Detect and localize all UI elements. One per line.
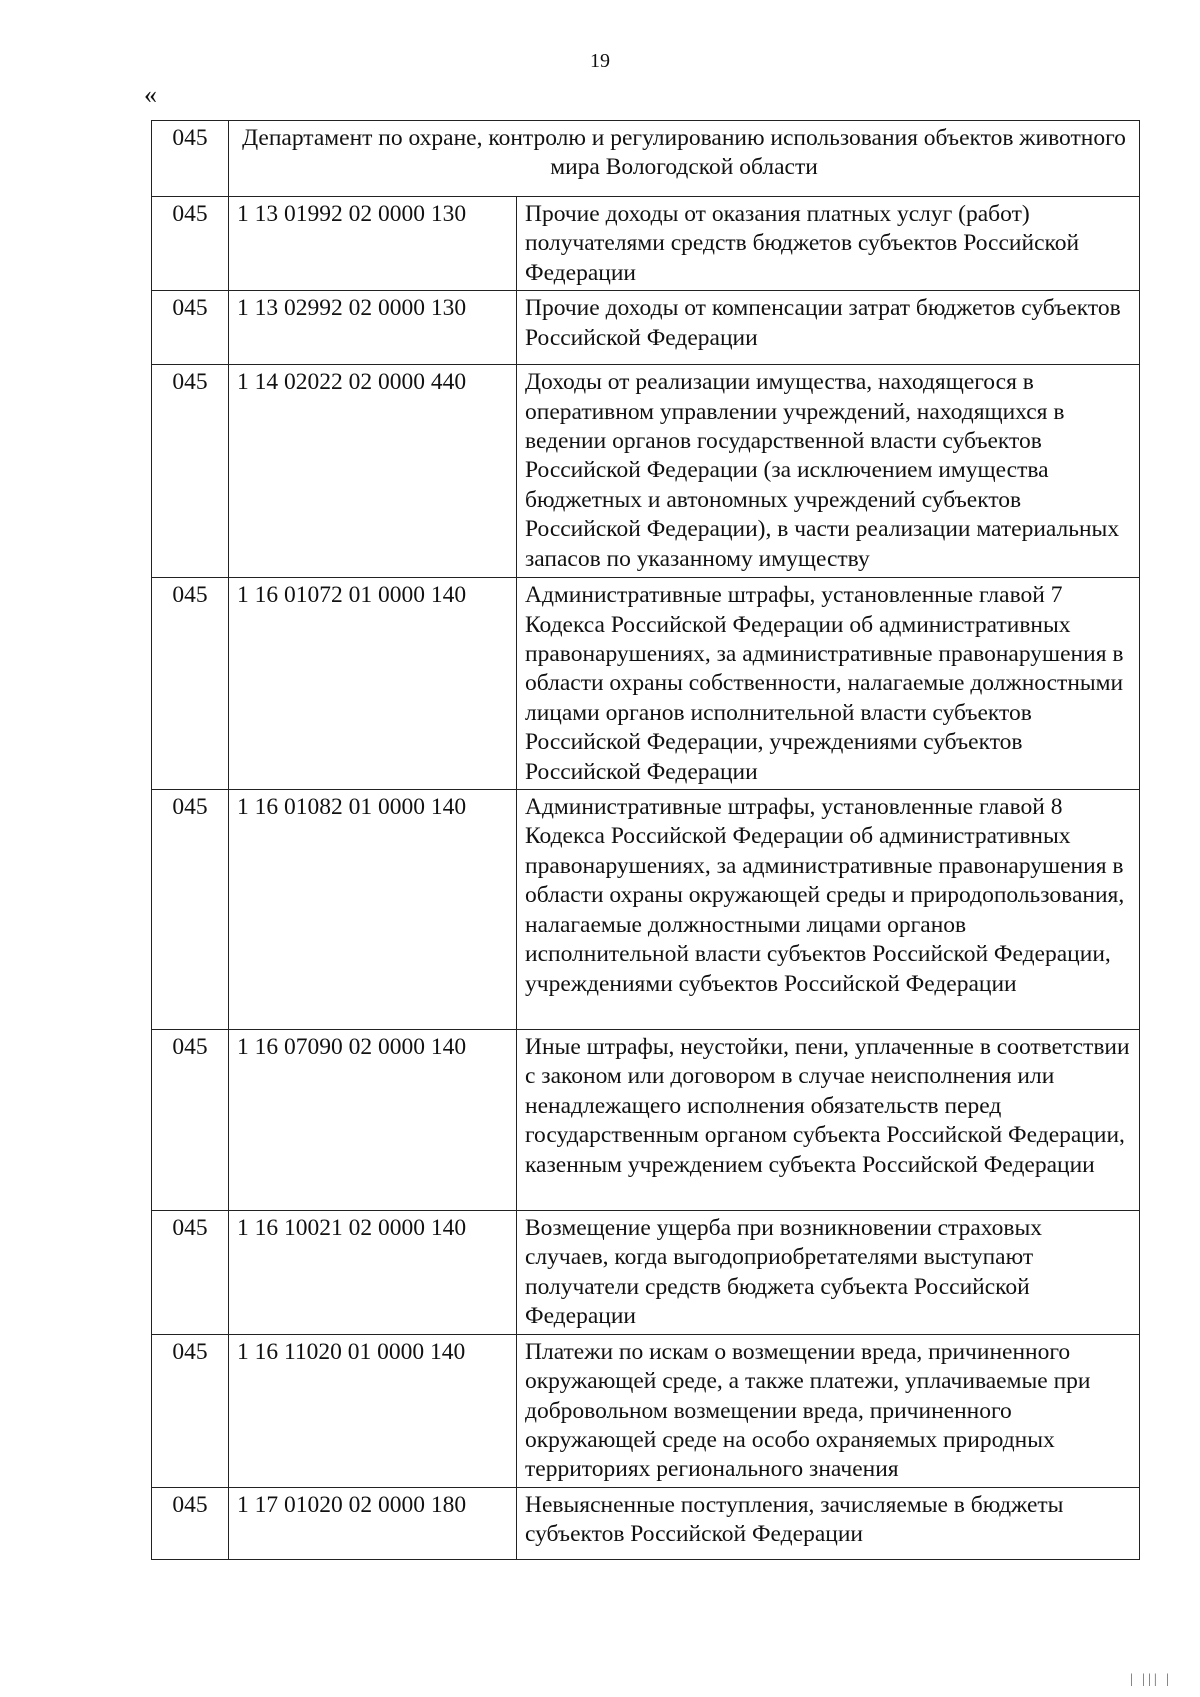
- income-code-cell: 1 16 01082 01 0000 140: [229, 790, 517, 1030]
- income-code-cell: 1 13 01992 02 0000 130: [229, 197, 517, 291]
- admin-code-cell: 045: [152, 365, 229, 578]
- table-row: [152, 578, 1140, 790]
- income-code-cell: 1 13 02992 02 0000 130: [229, 291, 517, 365]
- admin-code-cell: 045: [152, 790, 229, 1030]
- table-row: [152, 365, 1140, 578]
- description-cell: Иные штрафы, неустойки, пени, уплаченные в соответствии с законом или договором в случае неисполнения или ненадлежащего исполнения обязательств перед государственным органом субъекта Российской Федерации, казенным учреждением субъекта Российской Федерации: [517, 1030, 1140, 1211]
- table-row: [152, 1487, 1140, 1559]
- admin-code-cell: 045: [152, 1211, 229, 1335]
- department-name-cell: Департамент по охране, контролю и регулированию использования объектов животного мира Вологодской области: [229, 121, 1140, 197]
- description-cell: Платежи по искам о возмещении вреда, причиненного окружающей среде, а также платежи, уплачиваемые при добровольном возмещении вреда, причиненного окружающей среде на особо охраняемых природных территориях регионального значения: [517, 1334, 1140, 1487]
- page-number: 19: [590, 50, 610, 72]
- admin-code-cell: 045: [152, 578, 229, 790]
- description-cell: Доходы от реализации имущества, находящегося в оперативном управлении учреждений, находящихся в ведении органов государственной власти субъектов Российской Федерации (за исключением имущества бюджетных и автономных учреждений субъектов Российской Федерации), в части реализации материальных запасов по указанному имуществу: [517, 365, 1140, 578]
- table-row: [152, 1334, 1140, 1487]
- opening-quote-mark: «: [144, 80, 157, 109]
- income-codes-table: [151, 120, 1140, 1560]
- admin-code-cell: 045: [152, 1030, 229, 1211]
- admin-code-cell: 045: [152, 291, 229, 365]
- description-cell: Прочие доходы от оказания платных услуг (работ) получателями средств бюджетов субъектов Российской Федерации: [517, 197, 1140, 291]
- description-cell: Административные штрафы, установленные главой 7 Кодекса Российской Федерации об административных правонарушениях, за административные правонарушения в области охраны собственности, налагаемые должностными лицами органов исполнительной власти субъектов Российской Федерации, учреждениями субъектов Российской Федерации: [517, 578, 1140, 790]
- table-row: [152, 291, 1140, 365]
- admin-code-cell: 045: [152, 1334, 229, 1487]
- admin-code-cell: 045: [152, 197, 229, 291]
- table-row: [152, 197, 1140, 291]
- income-code-cell: 1 16 01072 01 0000 140: [229, 578, 517, 790]
- table-row: [152, 1030, 1140, 1211]
- department-row: [152, 121, 1140, 197]
- table-row: [152, 1211, 1140, 1335]
- income-code-cell: 1 17 01020 02 0000 180: [229, 1487, 517, 1559]
- income-code-cell: 1 16 11020 01 0000 140: [229, 1334, 517, 1487]
- description-cell: Невыясненные поступления, зачисляемые в бюджеты субъектов Российской Федерации: [517, 1487, 1140, 1559]
- table-row: [152, 790, 1140, 1030]
- scan-registration-marks: | ||| |: [1130, 1672, 1173, 1687]
- description-cell: Возмещение ущерба при возникновении страховых случаев, когда выгодоприобретателями выступают получатели средств бюджета субъекта Российской Федерации: [517, 1211, 1140, 1335]
- admin-code-cell: 045: [152, 1487, 229, 1559]
- income-code-cell: 1 14 02022 02 0000 440: [229, 365, 517, 578]
- income-code-cell: 1 16 07090 02 0000 140: [229, 1030, 517, 1211]
- admin-code-cell: 045: [152, 121, 229, 197]
- income-code-cell: 1 16 10021 02 0000 140: [229, 1211, 517, 1335]
- description-cell: Прочие доходы от компенсации затрат бюджетов субъектов Российской Федерации: [517, 291, 1140, 365]
- description-cell: Административные штрафы, установленные главой 8 Кодекса Российской Федерации об административных правонарушениях, за административные правонарушения в области охраны окружающей среды и природопользования, налагаемые должностными лицами органов исполнительной власти субъектов Российской Федерации, учреждениями субъектов Российской Федерации: [517, 790, 1140, 1030]
